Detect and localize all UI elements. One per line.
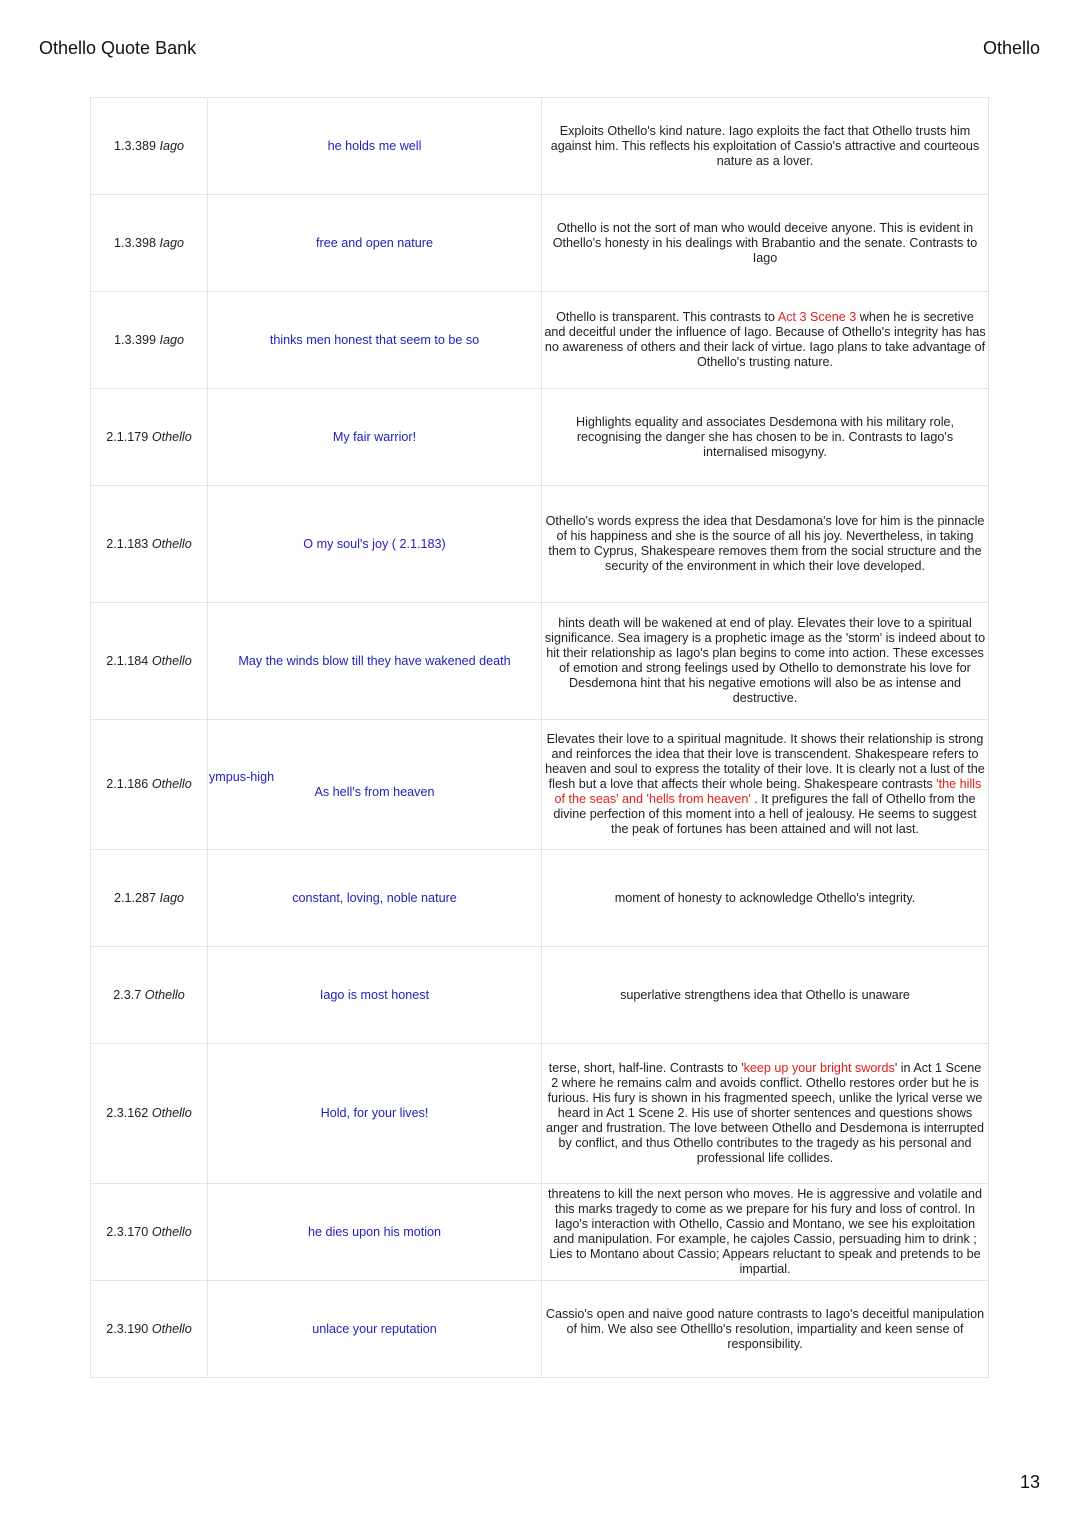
quote-cell (208, 1044, 542, 1184)
line-reference: 2.1.183 (106, 536, 149, 551)
table-row (91, 1281, 989, 1378)
quote-text: May the winds blow till they have wakened death (238, 653, 511, 668)
reference-cell (91, 603, 208, 720)
line-reference: 2.1.184 (106, 653, 149, 668)
table-row (91, 1184, 989, 1281)
line-reference: 1.3.399 (113, 332, 156, 347)
analysis-text: Cassio's open and naive good nature contrasts to Iago's deceitful manipulation of him. We also see Othelllo's resolution, impartiality and keen sense of responsibility. (545, 1306, 985, 1351)
speaker-name: Iago (159, 235, 185, 250)
line-reference: 2.3.170 (106, 1224, 149, 1239)
reference-cell (91, 850, 208, 947)
analysis-text: Highlights equality and associates Desdemona with his military role, recognising the danger she has chosen to be in. Contrasts to Iago's internalised misogyny. (576, 414, 954, 459)
table-row (91, 98, 989, 195)
reference-cell (91, 1184, 208, 1281)
speaker-name: Othello (151, 429, 192, 444)
highlighted-reference: keep up your bright swords (743, 1061, 895, 1075)
quote-cell (208, 389, 542, 486)
reference-cell (91, 389, 208, 486)
speaker-name: Othello (151, 777, 192, 791)
quote-cell (208, 850, 542, 947)
document-title: Othello Quote Bank (39, 38, 197, 58)
table-row (91, 389, 989, 486)
quote-table-body (91, 98, 989, 1378)
reference-cell (91, 292, 208, 389)
line-reference: 2.3.7 (113, 987, 142, 1002)
reference-cell (91, 98, 208, 195)
quote-overflow-fragment: ympus-high (209, 770, 275, 784)
line-reference: 2.1.287 (113, 890, 156, 905)
table-row (91, 947, 989, 1044)
speaker-name: Othello (151, 1321, 192, 1336)
quote-cell (208, 98, 542, 195)
analysis-text: when he is secretive and deceitful under the influence of Iago. Because of Othello's integrity has has no awareness of others and their lack of virtue. Iago plans to take advantage of Othello's trusting nature. (544, 310, 986, 369)
analysis-cell (542, 98, 989, 195)
quote-cell (208, 1184, 542, 1281)
line-reference: 1.3.398 (113, 235, 156, 250)
line-reference: 2.1.179 (106, 429, 149, 444)
quote-text: O my soul's joy ( 2.1.183) (303, 536, 446, 551)
page-number: 13 (1019, 1472, 1040, 1492)
quote-text: My fair warrior! (332, 429, 417, 444)
quote-text: he holds me well (327, 138, 422, 153)
quote-table (90, 97, 989, 1378)
analysis-cell (542, 1044, 989, 1184)
analysis-cell (542, 486, 989, 603)
quote-cell (208, 486, 542, 603)
speaker-name: Iago (159, 138, 185, 153)
table-row (91, 486, 989, 603)
analysis-text: superlative strengthens idea that Othello is unaware (620, 987, 910, 1002)
speaker-name: Iago (159, 332, 185, 347)
reference-cell (91, 1044, 208, 1184)
highlighted-reference: Act 3 Scene 3 (777, 310, 857, 324)
quote-text: constant, loving, noble nature (292, 890, 457, 905)
quote-cell (208, 947, 542, 1044)
reference-cell (91, 195, 208, 292)
quote-text: Iago is most honest (319, 987, 430, 1002)
reference-cell (91, 720, 208, 850)
quote-cell (208, 603, 542, 720)
quote-text: As hell's from heaven (314, 785, 435, 799)
analysis-cell (542, 947, 989, 1044)
quote-text: Hold, for your lives! (320, 1106, 429, 1120)
highlighted-reference: 'the hills of the seas' and 'hells from heaven' (554, 777, 982, 806)
analysis-cell (542, 720, 989, 850)
line-reference: 2.1.186 (106, 777, 149, 791)
quote-cell (208, 1281, 542, 1378)
reference-cell (91, 1281, 208, 1378)
reference-cell (91, 947, 208, 1044)
speaker-name: Othello (151, 1224, 192, 1239)
quote-cell (208, 292, 542, 389)
play-title: Othello (982, 38, 1040, 58)
analysis-cell (542, 1184, 989, 1281)
line-reference: 1.3.389 (113, 138, 156, 153)
table-row (91, 195, 989, 292)
analysis-text: . It prefigures the fall of Othello from the divine perfection of this moment into a hell of jealousy. He seems to suggest the peak of fortunes has been attained and will not last. (553, 792, 977, 836)
speaker-name: Othello (151, 1106, 192, 1120)
analysis-text: terse, short, half-line. Contrasts to ' (548, 1061, 744, 1075)
line-reference: 2.3.190 (106, 1321, 149, 1336)
reference-cell (91, 486, 208, 603)
quote-text: unlace your reputation (312, 1321, 437, 1336)
line-reference: 2.3.162 (106, 1106, 149, 1120)
quote-text: he dies upon his motion (307, 1224, 442, 1239)
table-row (91, 603, 989, 720)
analysis-text: Exploits Othello's kind nature. Iago exploits the fact that Othello trusts him against him. This reflects his exploitation of Cassio's attractive and courteous nature as a lover. (550, 123, 980, 168)
table-row (91, 1044, 989, 1184)
quote-text: thinks men honest that seem to be so (269, 332, 480, 347)
analysis-text: moment of honesty to acknowledge Othello's integrity. (614, 890, 916, 905)
speaker-name: Othello (144, 987, 185, 1002)
analysis-text: Othello is not the sort of man who would deceive anyone. This is evident in Othello's honesty in his dealings with Brabantio and the senate. Contrasts to Iago (552, 220, 978, 265)
analysis-cell (542, 292, 989, 389)
quote-cell (208, 720, 542, 850)
quote-cell (208, 195, 542, 292)
speaker-name: Othello (151, 536, 192, 551)
analysis-cell (542, 195, 989, 292)
analysis-text: ' in Act 1 Scene 2 where he remains calm and avoids conflict. Othello restores order but he is furious. His fury is shown in his fragmented speech, unlike the lyrical verse we heard in Act 1 Scene 2. His use of shorter sentences and questions shows anger and frustration. The love between Othello and Desdemona is interrupted by conflict, and thus Othello contributes to the tragedy as his personal and professional life collides. (545, 1061, 985, 1165)
analysis-text: Elevates their love to a spiritual magnitude. It shows their relationship is strong and reinforces the idea that their love is transcendent. Shakespeare refers to heaven and soul to express the totality of their love. It is clearly not a lust of the flesh but a love that affects their whole being. Shakespeare contrasts (545, 732, 985, 791)
analysis-cell (542, 603, 989, 720)
table-row (91, 850, 989, 947)
analysis-cell (542, 389, 989, 486)
speaker-name: Othello (151, 653, 192, 668)
table-row (91, 292, 989, 389)
analysis-text: Othello is transparent. This contrasts to (556, 310, 778, 324)
table-row (91, 720, 989, 850)
speaker-name: Iago (159, 890, 185, 905)
quote-text: free and open nature (316, 235, 433, 250)
analysis-cell (542, 1281, 989, 1378)
analysis-cell (542, 850, 989, 947)
analysis-text: Othello's words express the idea that Desdamona's love for him is the pinnacle of his happiness and she is the source of all his joy. Nevertheless, in taking them to Cyprus, Shakespeare removes them from the social structure and the security of the environment in which their love developed. (545, 514, 985, 573)
analysis-text: threatens to kill the next person who moves. He is aggressive and volatile and this marks tragedy to come as we prepare for his fury and loss of control. In Iago's interaction with Othello, Cassio and Montano, we see his exploitation and manipulation. For example, he cajoles Cassio, persuading him to drink ; Lies to Montano about Cassio; Appears reluctant to speak and pretends to be impartial. (547, 1187, 983, 1276)
analysis-text: hints death will be wakened at end of play. Elevates their love to a spiritual significance. Sea imagery is a prophetic image as the 'storm' is indeed about to hit their relationship as Iago's plan begins to come into action. These excesses of emotion and strong feelings used by Othello to demonstrate his love for Desdemona hint that his negative emotions will also be as intense and destructive. (544, 616, 986, 705)
